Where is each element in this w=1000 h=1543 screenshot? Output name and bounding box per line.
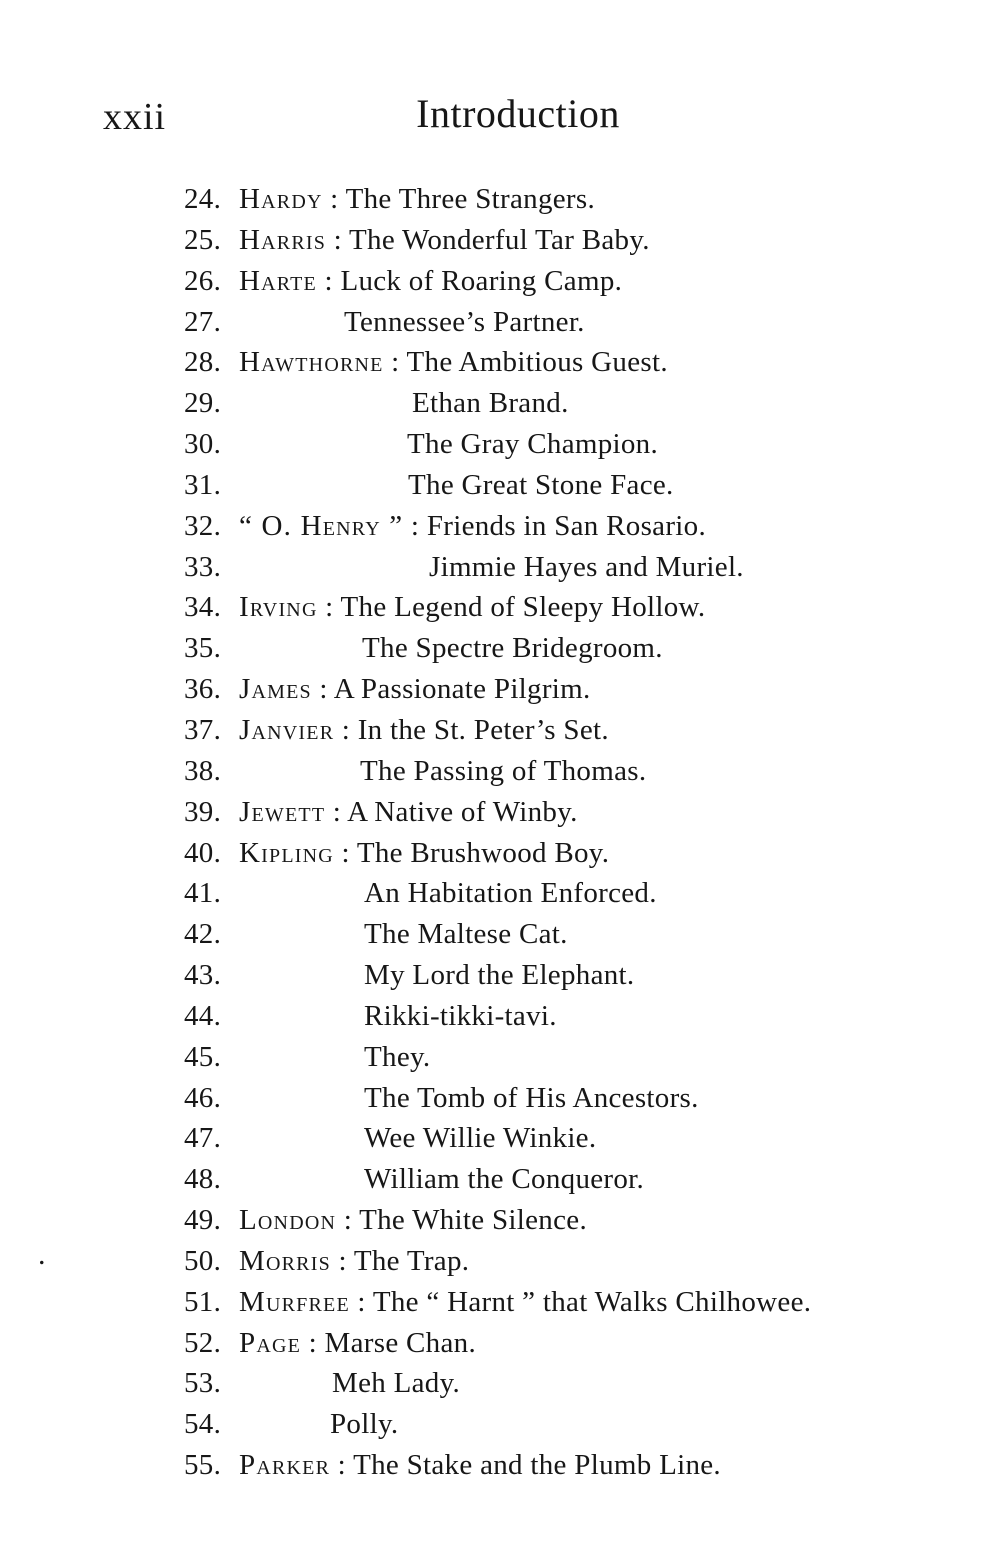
item-number: 35.: [184, 632, 222, 665]
item-number: 25.: [184, 223, 222, 256]
item-author: Janvier: [239, 713, 335, 746]
item-author: James: [239, 673, 312, 706]
item-entry: [239, 465, 674, 506]
item-number: 26.: [184, 264, 222, 297]
item-title: The Legend of Sleepy Hollow.: [340, 591, 706, 624]
list-item: [184, 1037, 970, 1078]
list-item: [184, 1363, 970, 1404]
item-title: The Tomb of His Ancestors.: [364, 1081, 699, 1114]
list-item: [184, 1323, 970, 1364]
item-entry: [239, 873, 657, 914]
list-item: [184, 669, 970, 710]
story-list: [184, 179, 970, 1486]
item-title: The Three Strangers.: [345, 183, 596, 215]
item-separator: :: [301, 1326, 325, 1359]
item-entry: [239, 1078, 699, 1119]
item-separator: :: [330, 1244, 354, 1277]
item-number: 52.: [184, 1326, 222, 1359]
item-number: 48.: [184, 1163, 222, 1196]
item-entry: [239, 383, 569, 424]
item-author: Page: [239, 1326, 302, 1359]
list-item: [184, 996, 970, 1037]
item-entry: [239, 424, 658, 465]
item-number: 24.: [184, 183, 222, 215]
list-item: [184, 710, 970, 751]
item-number: 49.: [184, 1204, 222, 1237]
item-entry: [239, 547, 744, 588]
item-author: Morris: [239, 1244, 331, 1277]
list-item: [184, 465, 970, 506]
item-author: Harris: [239, 223, 327, 256]
item-author: Hawthorne: [239, 346, 384, 379]
list-item: [184, 424, 970, 465]
item-title: The Stake and the Plumb Line.: [353, 1449, 721, 1482]
list-item: [184, 383, 970, 424]
item-entry: [239, 587, 705, 628]
item-number: 34.: [184, 591, 222, 624]
item-title: The Passing of Thomas.: [360, 754, 647, 787]
item-title: The White Silence.: [359, 1204, 588, 1237]
list-item: [184, 955, 970, 996]
item-entry: [239, 1404, 398, 1445]
item-title: Marse Chan.: [324, 1326, 477, 1359]
item-number: 50.: [184, 1244, 222, 1277]
item-title: The Maltese Cat.: [364, 918, 568, 951]
item-number: 29.: [184, 387, 222, 420]
list-item: [184, 1159, 970, 1200]
item-title: In the St. Peter’s Set.: [357, 713, 609, 746]
item-entry: [239, 1445, 721, 1486]
item-separator: :: [317, 591, 341, 624]
item-author: London: [239, 1204, 337, 1237]
item-title: The “ Harnt ” that Walks Chilhowee.: [372, 1285, 812, 1318]
item-title: Friends in San Rosario.: [426, 509, 707, 542]
item-number: 53.: [184, 1367, 222, 1400]
item-number: 40.: [184, 836, 222, 869]
list-item: [184, 302, 970, 343]
item-separator: :: [325, 795, 348, 828]
item-number: 33.: [184, 550, 222, 583]
list-item: [184, 751, 970, 792]
item-title: The Spectre Bridegroom.: [362, 632, 663, 665]
item-number: 46.: [184, 1081, 222, 1114]
item-entry: [239, 996, 557, 1037]
item-title: Wee Willie Winkie.: [364, 1122, 597, 1155]
item-separator: :: [333, 836, 357, 869]
item-author: Parker: [239, 1449, 331, 1482]
item-entry: [239, 792, 578, 833]
item-number: 30.: [184, 428, 222, 461]
list-item: [184, 342, 970, 383]
item-number: 38.: [184, 754, 222, 787]
item-separator: :: [403, 509, 427, 542]
item-number: 47.: [184, 1122, 222, 1155]
item-author: Kipling: [239, 836, 334, 869]
item-title: The Gray Champion.: [407, 428, 659, 461]
list-item: [184, 1241, 970, 1282]
item-separator: :: [349, 1285, 373, 1318]
item-title: Tennessee’s Partner.: [344, 305, 585, 338]
item-entry: [239, 710, 609, 751]
item-title: An Habitation Enforced.: [364, 877, 657, 910]
item-number: 36.: [184, 673, 222, 706]
item-entry: [239, 1200, 587, 1241]
item-number: 28.: [184, 346, 222, 379]
item-number: 51.: [184, 1285, 222, 1318]
list-item: [184, 1282, 970, 1323]
item-author: Harte: [239, 264, 317, 297]
list-item: [184, 1118, 970, 1159]
item-title: A Passionate Pilgrim.: [333, 673, 591, 706]
item-entry: [239, 1037, 430, 1078]
item-entry: [239, 833, 609, 874]
item-author: Irving: [239, 591, 318, 624]
item-title: A Native of Winby.: [347, 795, 578, 828]
list-item: [184, 833, 970, 874]
item-title: Ethan Brand.: [412, 387, 569, 420]
list-item: [184, 1078, 970, 1119]
item-number: 41.: [184, 877, 222, 910]
item-entry: [239, 628, 663, 669]
item-entry: [239, 1323, 476, 1364]
margin-dot-artifact: .: [38, 1238, 46, 1271]
item-entry: [239, 506, 706, 547]
item-entry: [239, 955, 634, 996]
page-number: xxii: [103, 96, 167, 138]
item-separator: :: [316, 264, 341, 297]
item-entry: [239, 1118, 596, 1159]
item-title: Meh Lady.: [332, 1367, 461, 1400]
list-item: [184, 873, 970, 914]
item-number: 44.: [184, 999, 222, 1032]
item-entry: [239, 342, 668, 383]
item-separator: :: [311, 673, 334, 706]
list-item: [184, 506, 970, 547]
item-entry: [239, 1159, 644, 1200]
item-entry: [239, 914, 568, 955]
item-number: 27.: [184, 305, 222, 338]
item-title: William the Conqueror.: [364, 1163, 645, 1196]
item-title: The Ambitious Guest.: [406, 346, 668, 379]
item-entry: [239, 261, 622, 302]
item-author: Hardy: [239, 183, 323, 215]
item-number: 54.: [184, 1408, 222, 1441]
item-title: The Wonderful Tar Baby.: [349, 223, 650, 256]
item-number: 37.: [184, 713, 222, 746]
item-number: 39.: [184, 795, 222, 828]
list-item: [184, 587, 970, 628]
item-title: Luck of Roaring Camp.: [340, 264, 623, 297]
item-title: The Brushwood Boy.: [356, 836, 610, 869]
list-item: [184, 792, 970, 833]
item-entry: [239, 751, 646, 792]
item-separator: :: [326, 223, 349, 256]
item-number: 31.: [184, 468, 222, 501]
item-entry: [239, 179, 595, 220]
item-title: They.: [364, 1040, 431, 1073]
item-title: The Great Stone Face.: [408, 468, 674, 501]
list-item: [184, 179, 970, 220]
item-number: 42.: [184, 918, 222, 951]
item-separator: :: [334, 713, 358, 746]
item-title: My Lord the Elephant.: [364, 959, 635, 992]
item-entry: [239, 220, 650, 261]
item-separator: :: [383, 346, 407, 379]
page-title: Introduction: [416, 91, 620, 136]
item-author: “ O. Henry ”: [239, 509, 404, 542]
list-item: [184, 1445, 970, 1486]
item-separator: :: [322, 183, 346, 215]
item-number: 55.: [184, 1449, 222, 1482]
list-item: [184, 1200, 970, 1241]
item-title: Jimmie Hayes and Muriel.: [429, 550, 744, 583]
item-entry: [239, 1282, 811, 1323]
item-entry: [239, 302, 585, 343]
item-entry: [239, 1363, 460, 1404]
list-item: [184, 628, 970, 669]
list-item: [184, 914, 970, 955]
item-title: The Trap.: [353, 1244, 470, 1277]
item-author: Murfree: [239, 1285, 350, 1318]
item-number: 32.: [184, 509, 222, 542]
item-title: Rikki-tikki-tavi.: [364, 999, 557, 1032]
item-number: 43.: [184, 959, 222, 992]
item-entry: [239, 669, 591, 710]
list-item: [184, 261, 970, 302]
item-author: Jewett: [239, 795, 326, 828]
list-item: [184, 1404, 970, 1445]
item-separator: :: [330, 1449, 354, 1482]
item-title: Polly.: [330, 1408, 399, 1441]
item-entry: [239, 1241, 469, 1282]
list-item: [184, 220, 970, 261]
item-number: 45.: [184, 1040, 222, 1073]
list-item: [184, 547, 970, 588]
item-separator: :: [336, 1204, 360, 1237]
